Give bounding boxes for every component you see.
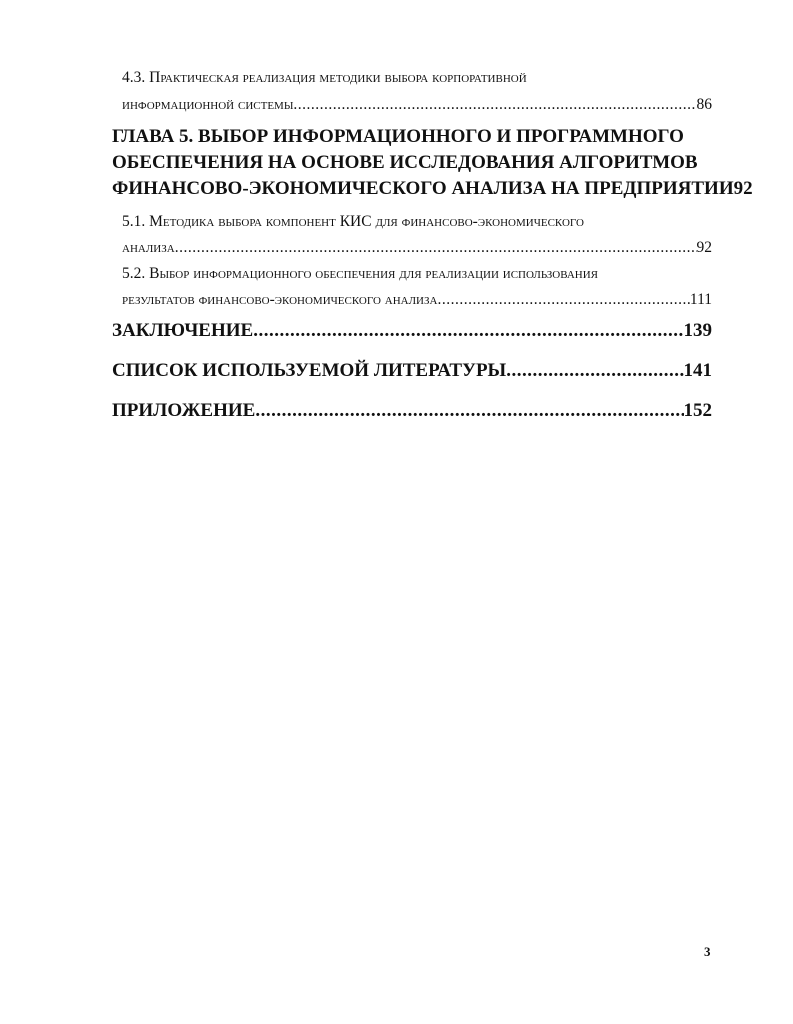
chapter-5-title-2: ОБЕСПЕЧЕНИЯ НА ОСНОВЕ ИССЛЕДОВАНИЯ АЛГОРИТМОВ [112, 152, 698, 173]
toc-5-2-title: 5.2. Выбор информационного обеспечения для реализации использования [122, 265, 599, 282]
dot-leader [255, 398, 683, 424]
toc-5-1-page: 92 [696, 239, 712, 256]
references-page: 141 [683, 360, 712, 381]
toc-conclusion [112, 318, 712, 344]
references-title: СПИСОК ИСПОЛЬЗУЕМОЙ ЛИТЕРАТУРЫ [112, 360, 507, 381]
toc-4-3-title-cont: информационной системы [122, 96, 294, 113]
chapter-5-title-3: ФИНАНСОВО-ЭКОНОМИЧЕСКОГО АНАЛИЗА НА ПРЕДПРИЯТИИ [112, 178, 734, 199]
chapter-5-page: 92 [733, 178, 753, 199]
toc-5-1-title-cont: анализа [122, 239, 175, 256]
dot-leader [293, 93, 696, 117]
dot-leader [437, 288, 689, 312]
toc-5-1-entry [122, 236, 712, 260]
toc-5-2-title-cont: результатов финансово-экономического анализа [122, 291, 438, 308]
toc-5-2-entry [122, 288, 712, 312]
dot-leader [175, 236, 697, 260]
conclusion-page: 139 [683, 320, 712, 341]
dot-leader [506, 358, 683, 384]
toc-4-3-title: 4.3. Практическая реализация методики выбора корпоративной [122, 69, 527, 86]
appendix-page: 152 [683, 400, 712, 421]
chapter-5-entry [112, 176, 753, 202]
toc-5-2-page: 111 [689, 291, 712, 308]
appendix-title: ПРИЛОЖЕНИЕ [112, 400, 256, 421]
toc-references [112, 358, 712, 384]
dot-leader [253, 318, 683, 344]
toc-5-1-title: 5.1. Методика выбора компонент КИС для финансово-экономического [122, 213, 584, 230]
chapter-5-title-1: ГЛАВА 5. ВЫБОР ИНФОРМАЦИОННОГО И ПРОГРАММНОГО [112, 126, 684, 147]
conclusion-title: ЗАКЛЮЧЕНИЕ [112, 320, 254, 341]
toc-4-3-page: 86 [696, 96, 712, 113]
page-number: 3 [704, 944, 711, 959]
toc-4-3-entry [122, 93, 712, 117]
toc-appendix [112, 398, 712, 424]
